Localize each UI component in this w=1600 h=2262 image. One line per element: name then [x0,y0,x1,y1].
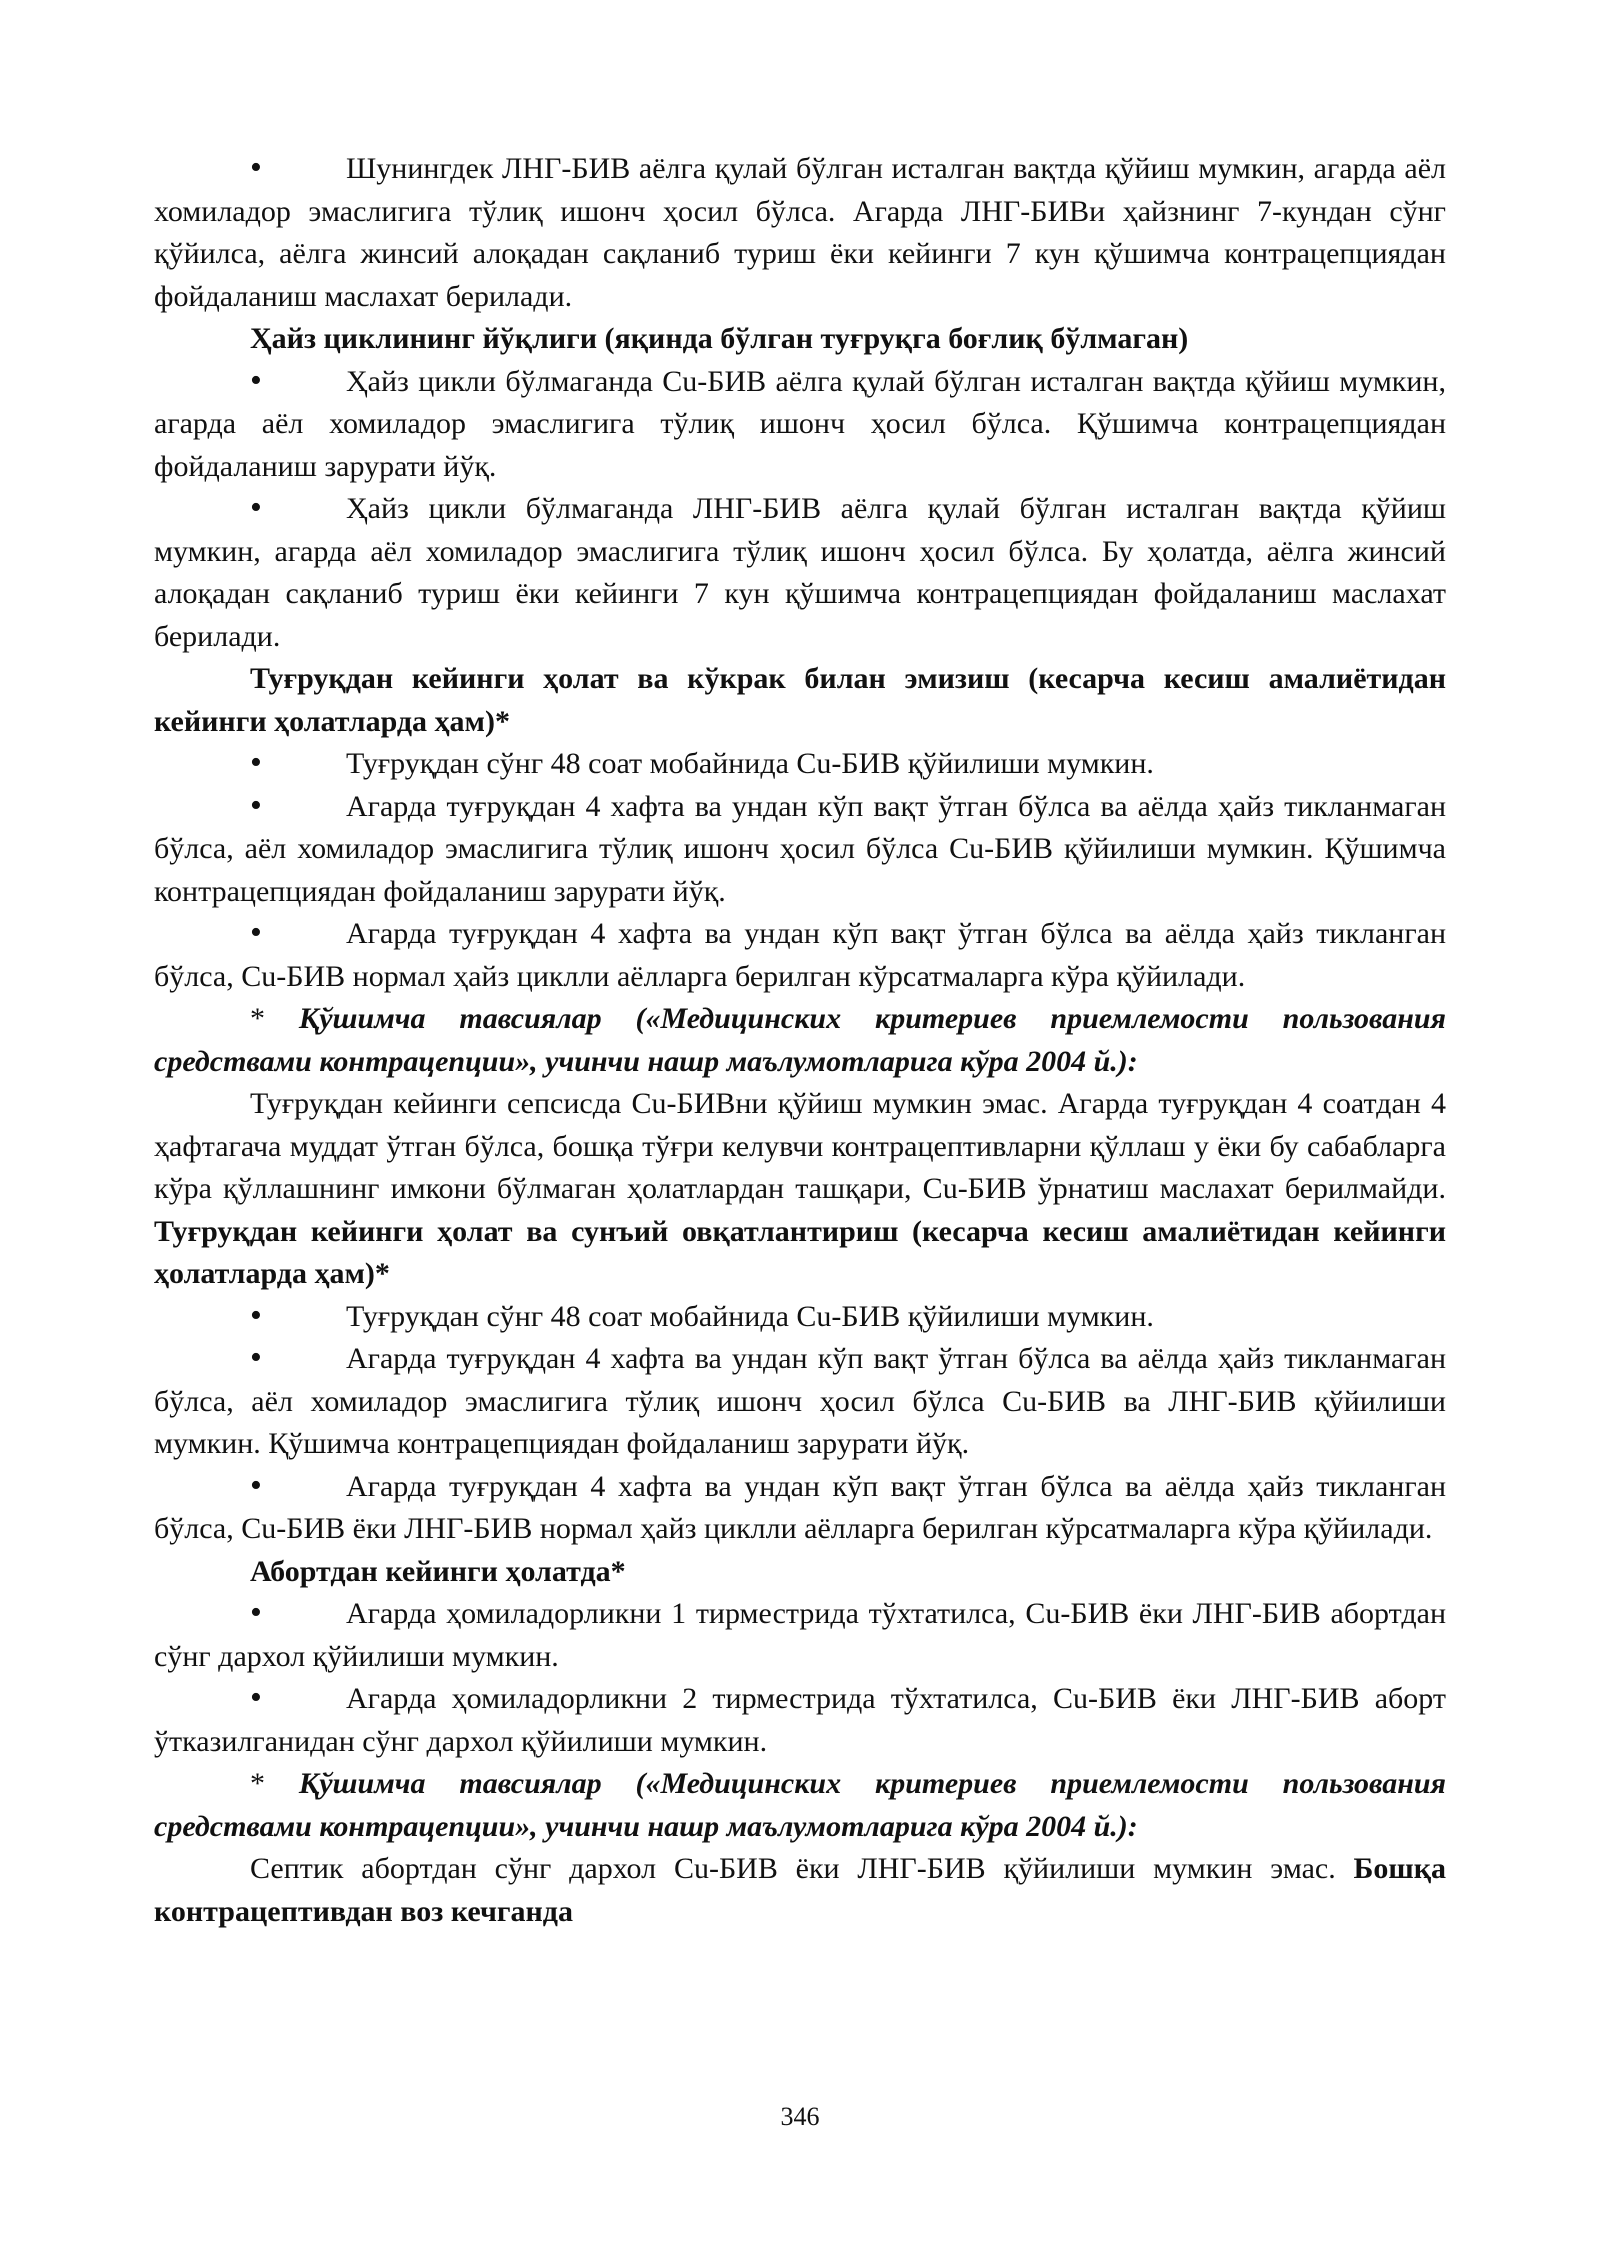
note-paragraph [154,1763,1446,1848]
bullet-dot-icon: • [250,1466,262,1504]
bullet-paragraph [154,1338,1446,1466]
paragraph-text: Туғруқдан сўнг 48 соат мобайнида Cu-БИВ қўйилиши мумкин. [346,747,1154,780]
paragraph-text: Агарда туғруқдан 4 хафта ва ундан кўп вақт ўтган бўлса ва аёлда ҳайз тикланган бўлса, Cu-БИВ нормал ҳайз циклли аёлларга берилган кўрсатмаларга кўра қўйилади. [154,917,1446,993]
paragraph-text: Агарда туғруқдан 4 хафта ва ундан кўп вақт ўтган бўлса ва аёлда ҳайз тикланмаган бўлса, аёл хомиладор эмаслигига тўлиқ ишонч ҳосил бўлса Cu-БИВ ва ЛНГ-БИВ қўйилиши мумкин. Қўшимча контрацепциядан фойдаланиш зарурати йўқ. [154,1342,1446,1460]
section-heading: Ҳайз циклининг йўқлиги (яқинда бўлган туғруқга боғлиқ бўлмаган) [250,322,1189,355]
inline-heading: Туғруқдан кейинги ҳолат ва сунъий овқатлантириш (кесарча кесиш амалиётидан кейинги ҳолатларда ҳам)* [154,1214,1446,1290]
paragraph-text: Агарда туғруқдан 4 хафта ва ундан кўп вақт ўтган бўлса ва аёлда ҳайз тикланмаган бўлса, аёл хомиладор эмаслигига тўлиқ ишонч ҳосил бўлса Cu-БИВ қўйилиши мумкин. Қўшимча контрацепциядан фойдаланиш зарурати йўқ. [154,789,1446,908]
document-body [154,148,1446,1933]
paragraph-text: Септик абортдан сўнг дархол Cu-БИВ ёки ЛНГ-БИВ қўйилиши мумкин эмас. [250,1852,1354,1885]
paragraph-text: Ҳайз цикли бўлмаганда Cu-БИВ аёлга қулай бўлган исталган вақтда қўйиш мумкин, агарда аёл хомиладор эмаслигига тўлиқ ишонч ҳосил бўлса. Қўшимча контрацепциядан фойдаланиш зарурати йўқ. [154,364,1446,483]
section-heading: Туғруқдан кейинги ҳолат ва кўкрак билан эмизиш (кесарча кесиш амалиётидан кейинги ҳолатларда ҳам)* [154,662,1446,738]
bullet-dot-icon: • [250,1594,262,1631]
paragraph-text: Ҳайз цикли бўлмаганда ЛНГ-БИВ аёлга қулай бўлган исталган вақтда қўйиш мумкин, агарда аёл хомиладор эмаслигига тўлиқ ишонч ҳосил бўлса. Бу ҳолатда, аёлга жинсий алоқадан сақланиб туриш ёки кейинги 7 кун қўшимча контрацепциядан фойдаланиш маслахат берилади. [154,492,1446,653]
page-number: 346 [780,2102,820,2131]
bullet-paragraph [154,743,1446,786]
paragraph-text: Туғруқдан кейинги сепсисда Cu-БИВни қўйиш мумкин эмас. Агарда туғруқдан 4 соатдан 4 ҳафтагача муддат ўтган бўлса, бошқа тўғри келувчи контрацептивларни қўллаш у ёки бу сабабларга кўра қўллашнинг имкони бўлмаган ҳолатлардан ташқари, Cu-БИВ ўрнатиш маслахат берилмайди. [154,1087,1446,1205]
note-paragraph [154,998,1446,1083]
bullet-dot-icon: • [250,1339,262,1376]
paragraph-text: Агарда ҳомиладорликни 2 тирместрида тўхтатилса, Cu-БИВ ёки ЛНГ-БИВ аборт ўтказилганидан сўнг дархол қўйилиши мумкин. [154,1682,1446,1758]
paragraph-text: Агарда ҳомиладорликни 1 тирместрида тўхтатилса, Cu-БИВ ёки ЛНГ-БИВ абортдан сўнг дархол қўйилиши мумкин. [154,1597,1446,1673]
bullet-paragraph [154,361,1446,489]
inline-heading: Бошқа контрацептивдан воз кечганда [154,1852,1446,1928]
bullet-paragraph [154,1678,1446,1763]
bullet-paragraph [154,913,1446,998]
mixed-paragraph [154,1083,1446,1296]
bullet-dot-icon: • [250,786,262,824]
bullet-dot-icon: • [250,489,262,526]
paragraph-text: Туғруқдан сўнг 48 соат мобайнида Cu-БИВ қўйилиши мумкин. [346,1299,1154,1333]
bullet-dot-icon: • [250,1296,262,1334]
note-asterisk: * [250,1002,299,1035]
bullet-dot-icon: • [250,361,262,399]
section-heading: Абортдан кейинги ҳолатда* [250,1554,626,1588]
bullet-dot-icon: • [250,1679,262,1716]
note-text: Қўшимча тавсиялар («Медицинских критериев приемлемости пользования средствами контрацепции», учинчи нашр маълумотларига кўра 2004 й.): [154,1767,1446,1843]
paragraph-text: Агарда туғруқдан 4 хафта ва ундан кўп вақт ўтган бўлса ва аёлда ҳайз тикланган бўлса, Cu-БИВ ёки ЛНГ-БИВ нормал ҳайз циклли аёлларга берилган кўрсатмаларга кўра қўйилади. [154,1469,1446,1545]
note-asterisk: * [250,1767,299,1800]
bullet-paragraph [154,488,1446,658]
mixed-paragraph [154,1848,1446,1933]
note-text: Қўшимча тавсиялар («Медицинских критериев приемлемости пользования средствами контрацепции», учинчи нашр маълумотларига кўра 2004 й.): [154,1002,1446,1078]
bullet-paragraph [154,1593,1446,1678]
bullet-dot-icon: • [250,149,262,186]
bullet-dot-icon: • [250,914,262,951]
bullet-paragraph [154,1466,1446,1551]
bullet-dot-icon: • [250,744,262,781]
bullet-paragraph [154,786,1446,914]
bullet-paragraph [154,1296,1446,1339]
paragraph-text: Шунингдек ЛНГ-БИВ аёлга қулай бўлган исталган вақтда қўйиш мумкин, агарда аёл хомиладор эмаслигига тўлиқ ишонч ҳосил бўлса. Агарда ЛНГ-БИВи ҳайзнинг 7-кундан сўнг қўйилса, аёлга жинсий алоқадан сақланиб туриш ёки кейинги 7 кун қўшимча контрацепциядан фойдаланиш маслахат берилади. [154,152,1446,313]
bullet-paragraph [154,148,1446,318]
